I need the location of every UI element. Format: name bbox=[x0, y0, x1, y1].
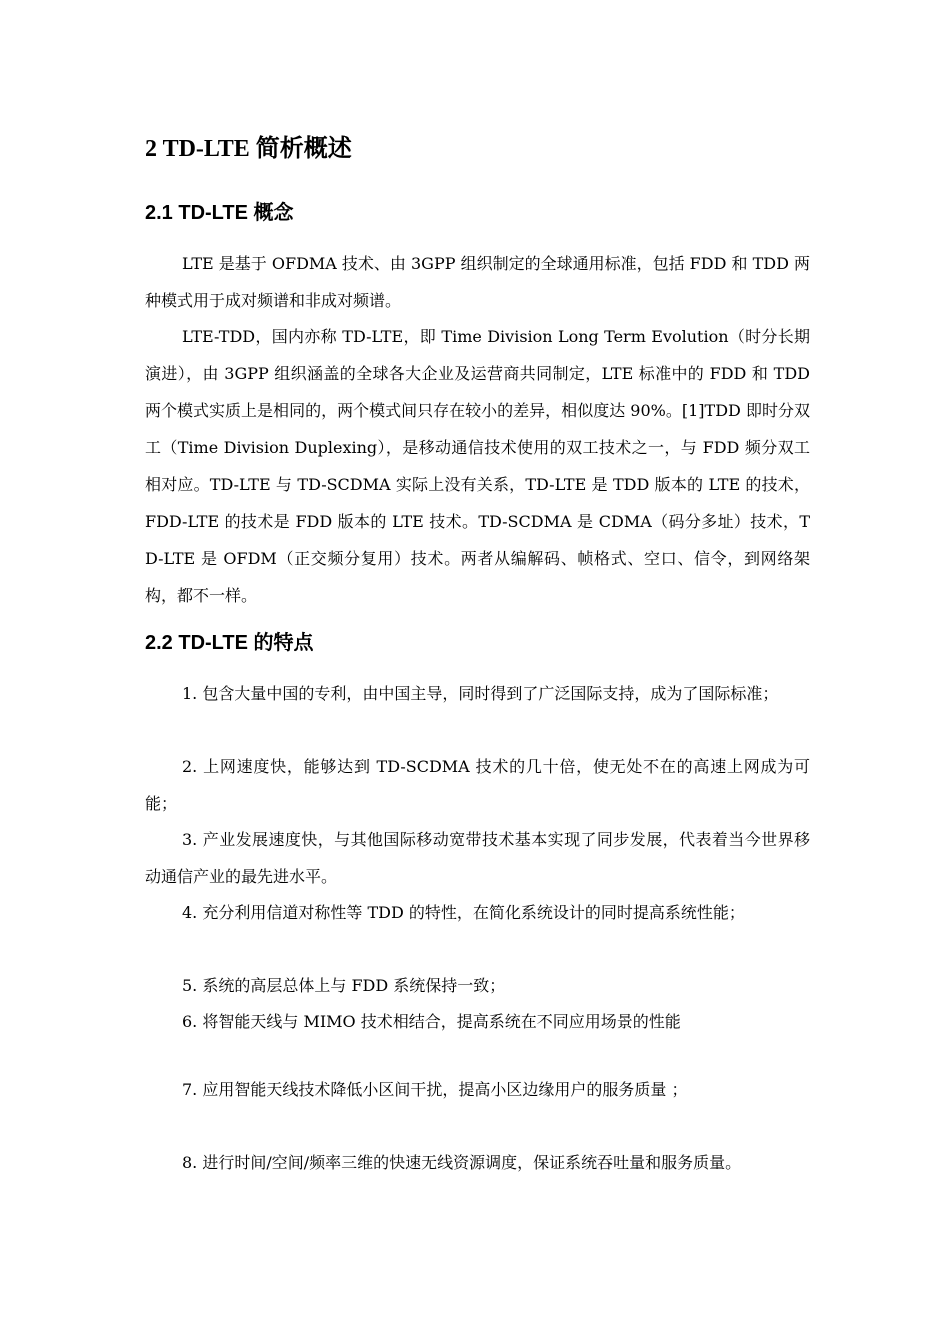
section-title: 2 TD-LTE 简析概述 bbox=[145, 136, 352, 162]
concept-paragraph-1: LTE 是基于 OFDMA 技术、由 3GPP 组织制定的全球通用标准，包括 FDD 和 TDD 两种模式用于成对频谱和非成对频谱。 bbox=[145, 254, 811, 310]
feature-item-2: 2. 上网速度快，能够达到 TD-SCDMA 技术的几十倍，使无处不在的高速上网成为可能； bbox=[145, 757, 810, 813]
feature-item-6: 6. 将智能天线与 MIMO 技术相结合，提高系统在不同应用场景的性能 bbox=[182, 1012, 681, 1031]
concept-heading: 2.1 TD-LTE 概念 bbox=[145, 202, 294, 224]
feature-item-5: 5. 系统的高层总体上与 FDD 系统保持一致； bbox=[182, 976, 506, 995]
features-heading: 2.2 TD-LTE 的特点 bbox=[145, 632, 314, 654]
concept-paragraph-2: LTE-TDD，国内亦称 TD-LTE，即 Time Division Long Term Evolution（时分长期演进），由 3GPP 组织涵盖的全球各大企业及运营商共同制定，LTE 标准中的 FDD 和 TDD 两个模式实质上是相同的，两个模式间只存在较小的差异，相似度达 90%。[1]TDD 即时分双工（Time Division Duplexing），是移动通信技术使用的双工技术之一，与 FDD 频分双工相对应。TD-LTE 与 TD-SCDMA 实际上没有关系，TD-LTE 是 TDD 版本的 LTE 的技术，FDD-LTE 的技术是 FDD 版本的 LTE 技术。TD-SCDMA 是 CDMA（码分多址）技术，TD-LTE 是 OFDM（正交频分复用）技术。两者从编解码、帧格式、空口、信令，到网络架构，都不一样。 bbox=[145, 327, 810, 605]
feature-item-7: 7. 应用智能天线技术降低小区间干扰，提高小区边缘用户的服务质量 ； bbox=[182, 1080, 688, 1099]
feature-item-3: 3. 产业发展速度快，与其他国际移动宽带技术基本实现了同步发展，代表着当今世界移动通信产业的最先进水平。 bbox=[145, 830, 810, 886]
feature-item-8: 8. 进行时间/空间/频率三维的快速无线资源调度，保证系统吞吐量和服务质量。 bbox=[182, 1153, 742, 1172]
feature-item-4: 4. 充分利用信道对称性等 TDD 的特性，在简化系统设计的同时提高系统性能； bbox=[182, 903, 745, 922]
feature-item-1: 1. 包含大量中国的专利，由中国主导，同时得到了广泛国际支持，成为了国际标准； bbox=[182, 684, 779, 703]
